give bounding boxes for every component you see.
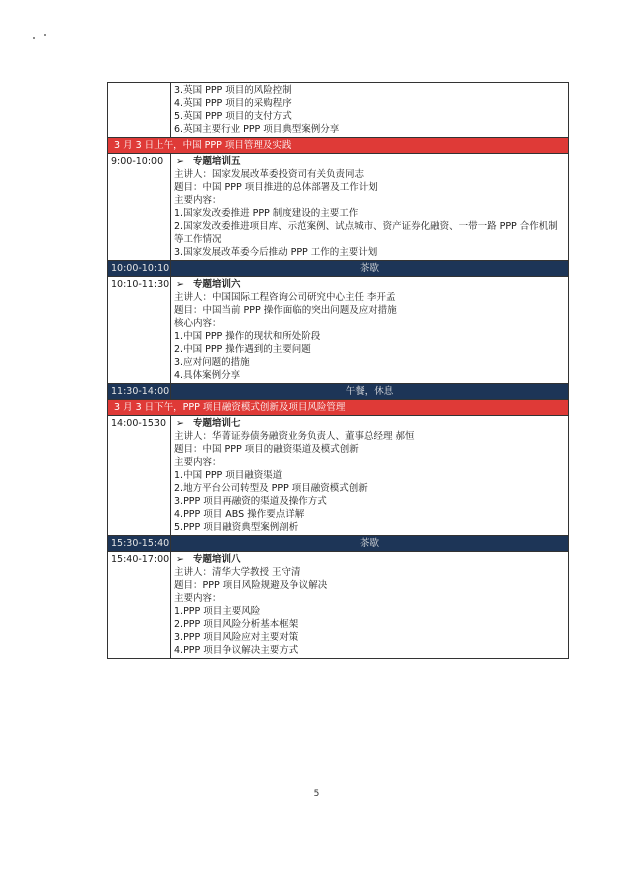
break-row	[108, 536, 569, 552]
list-item: 1.中国 PPP 操作的现状和所处阶段	[174, 331, 321, 342]
topic: 题目：中国 PPP 项目的融资渠道及模式创新	[174, 444, 359, 455]
session-title-text: 专题培训七	[192, 418, 241, 429]
time-cell: 15:30-15:40	[108, 536, 171, 552]
content-label: 主要内容：	[174, 457, 222, 468]
session-title	[174, 417, 565, 430]
time-cell: 10:10-11:30	[108, 277, 171, 384]
speaker: 主讲人：华菁证券债务融资业务负责人、董事总经理 郝恒	[174, 431, 415, 442]
section-header-row	[108, 138, 569, 154]
list-item: 4.PPP 项目 ABS 操作要点详解	[174, 509, 305, 520]
arrowhead-bullet-icon: ➢	[176, 418, 184, 429]
list-item: 4.具体案例分享	[174, 370, 241, 381]
arrowhead-bullet-icon: ➢	[176, 554, 184, 565]
topic: 题目：PPP 项目风险规避及争议解决	[174, 580, 328, 591]
list-item: 2.国家发改委推进项目库、示范案例、试点城市、资产证券化融资、一带一路 PPP 合作机制等工作情况	[174, 221, 558, 245]
content-cell	[171, 552, 569, 659]
table-row	[108, 154, 569, 261]
content-cell	[171, 83, 569, 138]
time-cell: 11:30-14:00	[108, 384, 171, 400]
time-cell: 9:00-10:00	[108, 154, 171, 261]
content-cell	[171, 277, 569, 384]
session-title	[174, 155, 565, 168]
list-item: 3.英国 PPP 项目的风险控制	[174, 85, 292, 96]
session-title-text: 专题培训八	[192, 554, 241, 565]
list-item: 3.应对问题的措施	[174, 357, 250, 368]
section-header-row	[108, 400, 569, 416]
content-cell	[171, 416, 569, 536]
page-number: 5	[313, 789, 320, 799]
list-item: 2.地方平台公司转型及 PPP 项目融资模式创新	[174, 483, 368, 494]
schedule-table	[107, 82, 569, 659]
section-header: 3 月 3 日下午，PPP 项目融资模式创新及项目风险管理	[108, 400, 569, 416]
session-title	[174, 278, 565, 291]
time-cell	[108, 83, 171, 138]
arrowhead-bullet-icon: ➢	[176, 156, 184, 167]
table-row	[108, 552, 569, 659]
list-item: 5.PPP 项目融资典型案例剖析	[174, 522, 299, 533]
content-label: 主要内容：	[174, 195, 222, 206]
session-title-text: 专题培训五	[192, 156, 241, 167]
time-cell: 15:40-17:00	[108, 552, 171, 659]
speaker: 主讲人：中国国际工程咨询公司研究中心主任 李开孟	[174, 292, 396, 303]
break-label: 茶歇	[171, 261, 569, 277]
list-item: 4.PPP 项目争议解决主要方式	[174, 645, 299, 656]
section-header: 3 月 3 日上午，中国 PPP 项目管理及实践	[108, 138, 569, 154]
list-item: 3.PPP 项目再融资的渠道及操作方式	[174, 496, 327, 507]
list-item: 1.中国 PPP 项目融资渠道	[174, 470, 283, 481]
break-label: 茶歇	[171, 536, 569, 552]
table-row	[108, 83, 569, 138]
speaker: 主讲人：清华大学教授 王守清	[174, 567, 301, 578]
break-row	[108, 384, 569, 400]
list-item: 3.国家发展改革委今后推动 PPP 工作的主要计划	[174, 247, 378, 258]
list-item: 4.英国 PPP 项目的采购程序	[174, 98, 292, 109]
topic: 题目：中国当前 PPP 操作面临的突出问题及应对措施	[174, 305, 397, 316]
list-item: 5.英国 PPP 项目的支付方式	[174, 111, 292, 122]
list-item: 1.PPP 项目主要风险	[174, 606, 261, 617]
list-item: 2.PPP 项目风险分析基本框架	[174, 619, 299, 630]
scan-speck	[33, 37, 35, 39]
break-label: 午餐，休息	[171, 384, 569, 400]
list-item: 3.PPP 项目风险应对主要对策	[174, 632, 299, 643]
break-row	[108, 261, 569, 277]
list-item: 1.国家发改委推进 PPP 制度建设的主要工作	[174, 208, 359, 219]
table-row	[108, 416, 569, 536]
time-cell: 10:00-10:10	[108, 261, 171, 277]
topic: 题目：中国 PPP 项目推进的总体部署及工作计划	[174, 182, 378, 193]
arrowhead-bullet-icon: ➢	[176, 279, 184, 290]
list-item: 6.英国主要行业 PPP 项目典型案例分享	[174, 124, 340, 135]
session-title	[174, 553, 565, 566]
list-item: 2.中国 PPP 操作遇到的主要问题	[174, 344, 311, 355]
content-label: 核心内容：	[174, 318, 222, 329]
time-cell: 14:00-1530	[108, 416, 171, 536]
table-row	[108, 277, 569, 384]
content-label: 主要内容：	[174, 593, 222, 604]
speaker: 主讲人：国家发展改革委投资司有关负责同志	[174, 169, 365, 180]
session-title-text: 专题培训六	[192, 279, 241, 290]
content-cell	[171, 154, 569, 261]
scan-speck	[44, 34, 46, 36]
